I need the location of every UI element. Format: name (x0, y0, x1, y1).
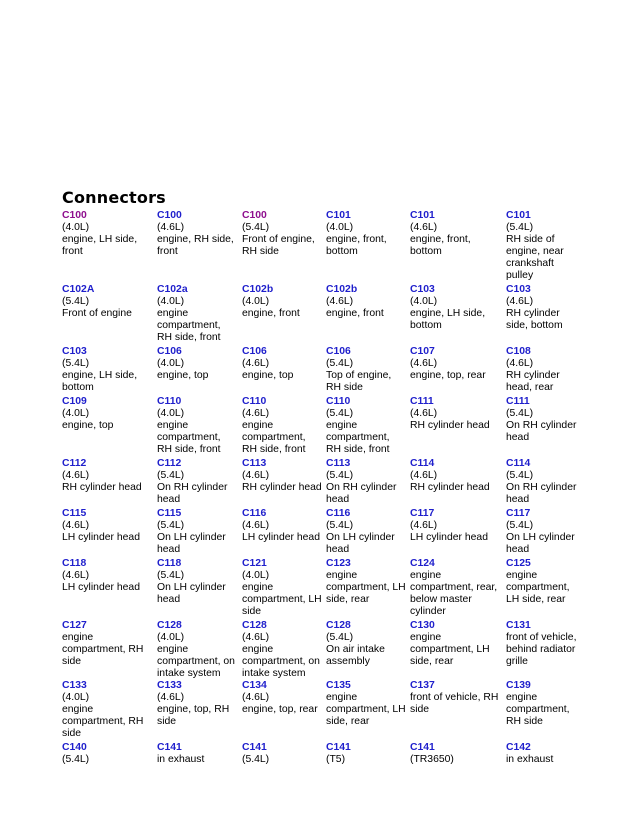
connector-code[interactable]: C101 (506, 210, 531, 221)
connector-entry (62, 458, 142, 494)
connector-code[interactable]: C103 (410, 284, 435, 295)
connector-location: (4.6L) RH cylinder head (62, 469, 142, 493)
connector-entry (157, 284, 221, 344)
connector-entry (62, 210, 137, 258)
connector-location: (T5) (326, 753, 346, 765)
connector-location: (4.6L) LH cylinder head (242, 519, 320, 543)
connector-location: (4.6L) LH cylinder head (410, 519, 488, 543)
connector-entry (326, 210, 387, 258)
connector-entry (326, 558, 406, 606)
connector-code[interactable]: C116 (242, 508, 267, 519)
connector-code[interactable]: C141 (242, 742, 267, 753)
connector-location: engine compartment, LH side, rear (506, 569, 570, 605)
connector-code[interactable]: C135 (326, 680, 351, 691)
connector-code[interactable]: C106 (326, 346, 351, 357)
connector-location: (4.0L) engine compartment, RH side, front (157, 407, 221, 455)
connector-location: (4.6L) engine, top (242, 357, 294, 381)
connector-code[interactable]: C115 (157, 508, 182, 519)
connector-entry (157, 508, 226, 556)
connector-location: engine compartment, rear, below master cylinder (410, 569, 498, 617)
connector-entry (506, 680, 570, 728)
connector-code[interactable]: C102A (62, 284, 95, 295)
connector-entry (326, 742, 351, 766)
connector-code[interactable]: C127 (62, 620, 87, 631)
connector-entry (506, 346, 560, 394)
connector-code[interactable]: C133 (62, 680, 87, 691)
connector-entry (410, 210, 471, 258)
connector-location: (4.0L) engine compartment, on intake system (157, 631, 235, 679)
connector-location: (4.6L) engine, front, bottom (410, 221, 471, 257)
connector-entry (506, 558, 570, 606)
connector-entry (242, 558, 322, 618)
connector-location: (5.4L) RH side of engine, near crankshaft pulley (506, 221, 564, 281)
connector-location: (4.6L) RH cylinder head (410, 469, 490, 493)
connector-location: (4.6L) engine, front (326, 295, 384, 319)
connector-location: front of vehicle, RH side (410, 691, 499, 715)
connector-entry (157, 396, 221, 456)
connector-code[interactable]: C139 (506, 680, 531, 691)
connector-entry (506, 508, 575, 556)
connector-code[interactable]: C128 (157, 620, 182, 631)
connector-location: (4.6L) engine compartment, RH side, front (242, 407, 306, 455)
connector-entry (410, 742, 454, 766)
connector-code[interactable]: C101 (326, 210, 351, 221)
connector-location: engine compartment, RH side (506, 691, 570, 727)
connector-location: engine compartment, RH side (62, 631, 144, 667)
connector-location: (5.4L) Front of engine (62, 295, 132, 319)
connector-entry (242, 620, 320, 680)
connector-entry (410, 620, 490, 668)
connector-code[interactable]: C141 (157, 742, 182, 753)
connector-code[interactable]: C125 (506, 558, 531, 569)
connector-entry (62, 680, 143, 740)
connector-entry (62, 396, 113, 432)
connector-code[interactable]: C110 (242, 396, 267, 407)
connector-code[interactable]: C100 (242, 210, 267, 221)
connector-entry (326, 680, 406, 728)
connector-code[interactable]: C102b (326, 284, 358, 295)
connector-location: (5.4L) Front of engine, RH side (242, 221, 315, 257)
connector-location: (5.4L) On LH cylinder head (326, 519, 395, 555)
connector-entry (62, 508, 140, 544)
connector-location: (4.6L) RH cylinder side, bottom (506, 295, 563, 331)
connector-entry (326, 346, 391, 394)
connector-code[interactable]: C107 (410, 346, 435, 357)
connector-code[interactable]: C113 (326, 458, 351, 469)
connector-code[interactable]: C101 (410, 210, 435, 221)
connector-entry (242, 346, 293, 382)
connector-entry (410, 284, 485, 332)
connector-code[interactable]: C134 (242, 680, 267, 691)
connector-code[interactable]: C123 (326, 558, 351, 569)
connector-location: (TR3650) (410, 753, 454, 765)
connector-location: in exhaust (157, 753, 205, 765)
connector-code[interactable]: C106 (242, 346, 267, 357)
connector-code[interactable]: C137 (410, 680, 435, 691)
connector-entry (506, 742, 553, 766)
connector-entry (326, 396, 390, 456)
connector-location: (5.4L) On LH cylinder head (157, 569, 226, 605)
connector-location: engine compartment, LH side, rear (410, 631, 490, 667)
connector-entry (242, 458, 322, 494)
connector-location: (5.4L) On RH cylinder head (157, 469, 228, 505)
connector-entry (326, 458, 396, 506)
connector-location: (4.0L) engine, LH side, bottom (410, 295, 486, 331)
connector-entry (410, 680, 498, 716)
connector-code[interactable]: C128 (326, 620, 351, 631)
connector-location: (4.0L) engine compartment, LH side (242, 569, 322, 617)
connector-code[interactable]: C113 (242, 458, 267, 469)
connector-location: (5.4L) Top of engine, RH side (326, 357, 392, 393)
connector-entry (62, 558, 140, 594)
connector-entry (242, 680, 318, 716)
connector-location: (4.6L) engine, RH side, front (157, 221, 234, 257)
connector-entry (506, 210, 564, 281)
connector-entry (62, 346, 137, 394)
connector-location: (4.6L) engine, top, rear (242, 691, 318, 715)
connector-entry (242, 396, 306, 456)
connector-code[interactable]: C124 (410, 558, 435, 569)
connector-location: engine compartment, LH side, rear (326, 691, 406, 727)
connector-location: (4.6L) engine, top, rear (410, 357, 486, 381)
connector-location: (5.4L) On air intake assembly (326, 631, 385, 667)
connector-entry (326, 620, 385, 668)
connector-location: (4.6L) LH cylinder head (62, 519, 140, 543)
connector-entry (157, 680, 229, 728)
connector-code[interactable]: C103 (62, 346, 87, 357)
connector-code[interactable]: C114 (410, 458, 435, 469)
connector-location: (5.4L) On RH cylinder head (506, 407, 577, 443)
connector-code[interactable]: C112 (62, 458, 87, 469)
connector-code[interactable]: C117 (410, 508, 435, 519)
page-title: Connectors (62, 188, 166, 207)
connector-code[interactable]: C109 (62, 396, 87, 407)
connector-code[interactable]: C131 (506, 620, 531, 631)
connector-code[interactable]: C118 (157, 558, 182, 569)
connector-location: (4.0L) engine, front (242, 295, 300, 319)
connector-code[interactable]: C108 (506, 346, 531, 357)
connector-code[interactable]: C106 (157, 346, 182, 357)
connector-entry (62, 742, 89, 766)
connector-entry (506, 458, 576, 506)
connector-entry (157, 458, 227, 506)
connector-code[interactable]: C103 (506, 284, 531, 295)
connector-entry (326, 508, 395, 556)
connector-location: (4.0L) engine compartment, RH side, front (157, 295, 221, 343)
connector-entry (410, 558, 497, 618)
connector-entry (157, 558, 226, 606)
connector-location: (5.4L) On LH cylinder head (157, 519, 226, 555)
connector-location: (4.0L) engine, top (157, 357, 209, 381)
connector-code[interactable]: C142 (506, 742, 531, 753)
connector-code[interactable]: C128 (242, 620, 267, 631)
connector-entry (242, 210, 315, 258)
connector-code[interactable]: C141 (410, 742, 435, 753)
connector-entry (157, 620, 235, 680)
connector-entry (410, 346, 486, 382)
connector-code[interactable]: C141 (326, 742, 351, 753)
connector-location: (5.4L) On RH cylinder head (506, 469, 577, 505)
connector-code[interactable]: C116 (326, 508, 351, 519)
connector-location: (4.6L) engine compartment, on intake system (242, 631, 320, 679)
connector-code[interactable]: C115 (62, 508, 87, 519)
connector-location: (5.4L) engine, LH side, bottom (62, 357, 138, 393)
connector-code[interactable]: C112 (157, 458, 182, 469)
connector-location: (5.4L) On LH cylinder head (506, 519, 575, 555)
connector-entry (157, 742, 204, 766)
connector-code[interactable]: C102b (242, 284, 274, 295)
connector-code[interactable]: C117 (506, 508, 531, 519)
connector-location: (4.6L) engine, top, RH side (157, 691, 230, 727)
connector-location: (4.0L) engine, LH side, front (62, 221, 138, 257)
connector-code[interactable]: C114 (506, 458, 531, 469)
connector-entry (157, 346, 208, 382)
connector-location: (5.4L) (242, 753, 270, 765)
connector-location: (4.6L) RH cylinder head, rear (506, 357, 560, 393)
connector-location: (4.6L) RH cylinder head (410, 407, 490, 431)
connector-code[interactable]: C140 (62, 742, 87, 753)
connector-location: (5.4L) On RH cylinder head (326, 469, 397, 505)
connector-code[interactable]: C100 (62, 210, 87, 221)
connector-location: (4.0L) engine compartment, RH side (62, 691, 144, 739)
connector-location: (4.0L) engine, top (62, 407, 114, 431)
connector-entry (410, 458, 490, 494)
connector-entry (410, 508, 488, 544)
connector-entry (242, 742, 269, 766)
connector-code[interactable]: C111 (410, 396, 434, 407)
connector-location: front of vehicle, behind radiator grille (506, 631, 577, 667)
connector-entry (62, 620, 143, 668)
connector-entry (506, 620, 576, 668)
connector-code[interactable]: C110 (157, 396, 182, 407)
connector-location: engine compartment, LH side, rear (326, 569, 406, 605)
connector-entry (326, 284, 384, 320)
connector-code[interactable]: C100 (157, 210, 182, 221)
connector-code[interactable]: C118 (62, 558, 87, 569)
connector-entry (506, 284, 563, 332)
connector-entry (506, 396, 576, 444)
connector-entry (410, 396, 490, 432)
connector-location: (4.6L) RH cylinder head (242, 469, 322, 493)
connector-location: in exhaust (506, 753, 554, 765)
connector-code[interactable]: C121 (242, 558, 267, 569)
connector-code[interactable]: C102a (157, 284, 188, 295)
connector-location: (4.0L) engine, front, bottom (326, 221, 387, 257)
connector-entry (242, 284, 300, 320)
connector-code[interactable]: C130 (410, 620, 435, 631)
connector-location: (5.4L) engine compartment, RH side, front (326, 407, 390, 455)
connector-entry (242, 508, 320, 544)
connector-location: (4.6L) LH cylinder head (62, 569, 140, 593)
connector-code[interactable]: C110 (326, 396, 351, 407)
connector-entry (62, 284, 132, 320)
connector-entry (157, 210, 234, 258)
connector-location: (5.4L) (62, 753, 90, 765)
connector-code[interactable]: C133 (157, 680, 182, 691)
connector-code[interactable]: C111 (506, 396, 530, 407)
